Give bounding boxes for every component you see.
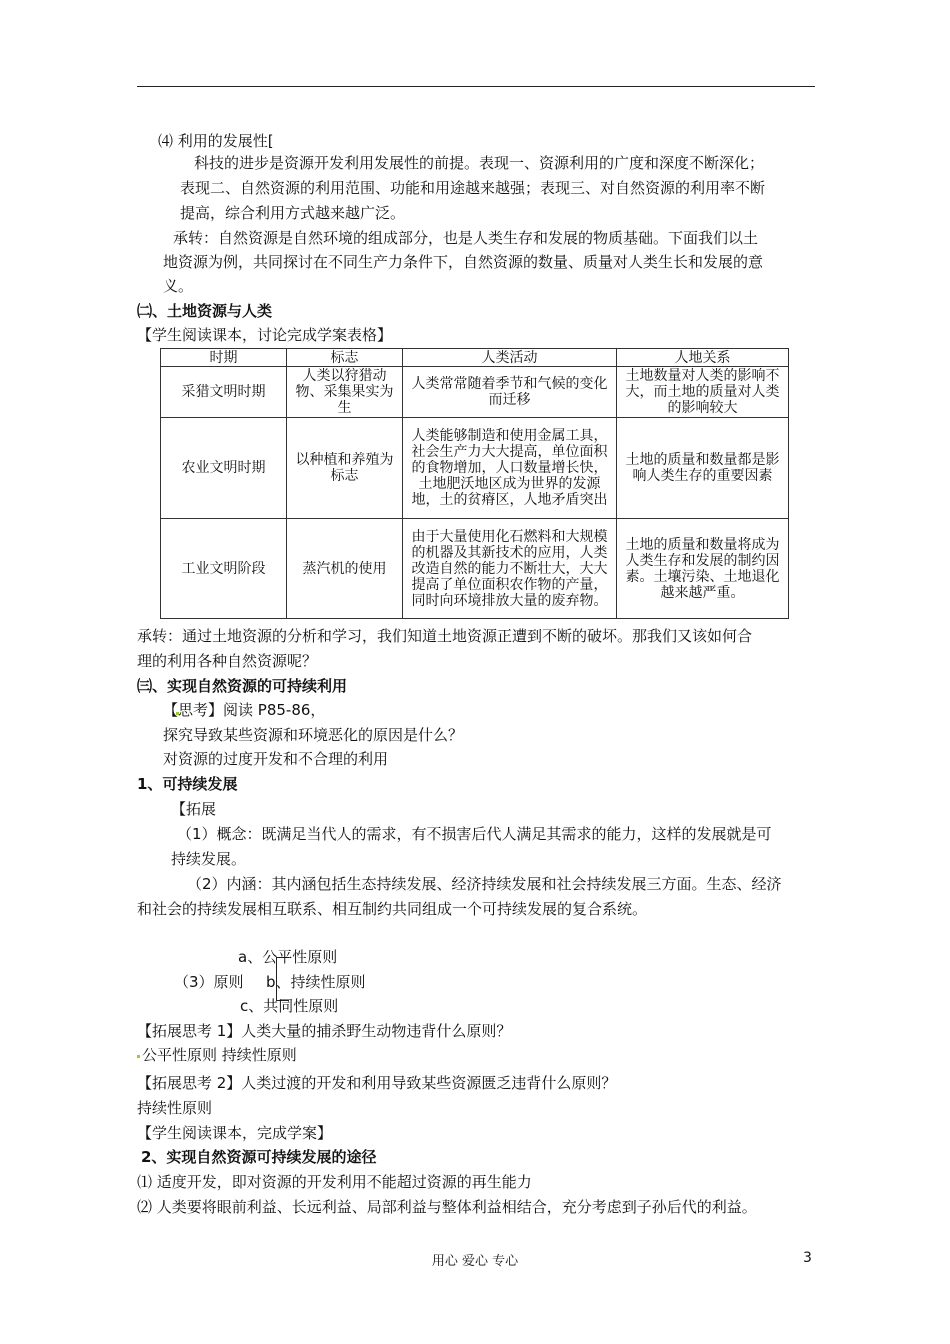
principle-label: （3）原则	[174, 973, 244, 991]
section2-heading: ㈡、土地资源与人类	[137, 302, 273, 320]
header-sign: 标志	[287, 349, 403, 367]
green-marker	[137, 1055, 140, 1058]
concept-line-1: （1）概念：既满足当代人的需求，有不损害后代人满足其需求的能力，这样的发展就是可	[177, 825, 772, 843]
section3-think: 【思考】阅读 P85-86，	[163, 701, 326, 719]
header-period: 时期	[161, 349, 287, 367]
section3-question: 探究导致某些资源和环境恶化的原因是什么？	[163, 726, 464, 744]
think-question-1: 【拓展思考 1】人类大量的捕杀野生动物违背什么原则？	[137, 1022, 512, 1040]
header-rule	[137, 86, 815, 87]
page-number: 3	[803, 1250, 812, 1266]
section3-answer: 对资源的过度开发和不合理的利用	[163, 750, 389, 768]
cell-relation: 土地的质量和数量将成为人类生存和发展的制约因素。土壤污染、土地退化越来越严重。	[617, 519, 789, 619]
ways-heading: 2、实现自然资源可持续发展的途径	[141, 1148, 377, 1166]
header-relation: 人地关系	[617, 349, 789, 367]
think-answer-2: 持续性原则	[137, 1099, 213, 1117]
connotation-line-1: （2）内涵：其内涵包括生态持续发展、经济持续发展和社会持续发展三方面。生态、经济	[187, 875, 782, 893]
connotation-line-2: 和社会的持续发展相互联系、相互制约共同组成一个可持续发展的复合系统。	[137, 900, 648, 918]
ways-item-2: ⑵ 人类要将眼前利益、长远利益、局部利益与整体利益相结合，充分考虑到子孙后代的利益。	[137, 1198, 757, 1216]
cell-period: 采猎文明时期	[161, 367, 287, 418]
cell-sign: 以种植和养殖为标志	[287, 418, 403, 519]
cell-period: 工业文明阶段	[161, 519, 287, 619]
cell-sign: 人类以狩猎动物、采集果实为生	[287, 367, 403, 418]
cell-period: 农业文明时期	[161, 418, 287, 519]
footer-motto: 用心 爱心 专心	[431, 1254, 519, 1269]
cell-sign: 蒸汽机的使用	[287, 519, 403, 619]
read-instruction: 【学生阅读课本，完成学案】	[137, 1124, 333, 1142]
think-answer-1: 公平性原则 持续性原则	[142, 1046, 297, 1064]
think-question-2: 【拓展思考 2】人类过渡的开发和利用导致某些资源匮乏违背什么原则？	[137, 1074, 617, 1092]
transition-2-line-2: 理的利用各种自然资源呢？	[137, 652, 318, 670]
cell-relation: 土地的质量和数量都是影响人类生存的重要因素	[617, 418, 789, 519]
section3-heading: ㈢、实现自然资源的可持续利用	[137, 677, 348, 695]
principle-c: c、共同性原则	[240, 997, 339, 1015]
table-row	[161, 367, 789, 418]
section2-instruction: 【学生阅读课本，讨论完成学案表格】	[137, 326, 393, 344]
transition-1-line-1: 承转：自然资源是自然环境的组成部分，也是人类生存和发展的物质基础。下面我们以土	[173, 229, 759, 247]
table-row	[161, 418, 789, 519]
ways-item-1: ⑴ 适度开发，即对资源的开发利用不能超过资源的再生能力	[137, 1173, 532, 1191]
transition-1-line-3: 义。	[163, 277, 194, 295]
cell-activity: 人类常常随着季节和气候的变化而迁移	[403, 367, 617, 418]
table-header-row	[161, 349, 789, 367]
header-activity: 人类活动	[403, 349, 617, 367]
cell-relation: 土地数量对人类的影响不大，而土地的质量对人类的影响较大	[617, 367, 789, 418]
transition-2-line-1: 承转：通过土地资源的分析和学习，我们知道土地资源正遭到不断的破坏。那我们又该如何合	[137, 627, 753, 645]
principle-b: b、持续性原则	[266, 973, 366, 991]
table-row	[161, 519, 789, 619]
section4-para-line-3: 提高，综合利用方式越来越广泛。	[180, 204, 406, 222]
section4-para-line-2: 表现二、自然资源的利用范围、功能和用途越来越强；表现三、对自然资源的利用率不断	[180, 179, 766, 197]
principle-a: a、公平性原则	[238, 948, 338, 966]
cell-activity: 由于大量使用化石燃料和大规模的机器及其新技术的应用，人类改造自然的能力不断壮大，大大提高了单位面积农作物的产量，同时向环境排放大量的废弃物。	[403, 519, 617, 619]
section4-para-line-1: 科技的进步是资源开发利用发展性的前提。表现一、资源利用的广度和深度不断深化；	[194, 154, 765, 172]
transition-1-line-2: 地资源为例，共同探讨在不同生产力条件下，自然资源的数量、质量对人类生长和发展的意	[163, 253, 764, 271]
land-resources-table	[160, 348, 789, 619]
sustain-expand: 【拓展	[171, 800, 217, 818]
cell-activity: 人类能够制造和使用金属工具，社会生产力大大提高，单位面积的食物增加，人口数量增长快，土地肥沃地区成为世界的发源地，土的贫瘠区，人地矛盾突出	[403, 418, 617, 519]
sustain-heading: 1、可持续发展	[137, 775, 238, 793]
section4-heading: ⑷ 利用的发展性[	[158, 132, 274, 150]
concept-line-2: 持续发展。	[171, 850, 247, 868]
